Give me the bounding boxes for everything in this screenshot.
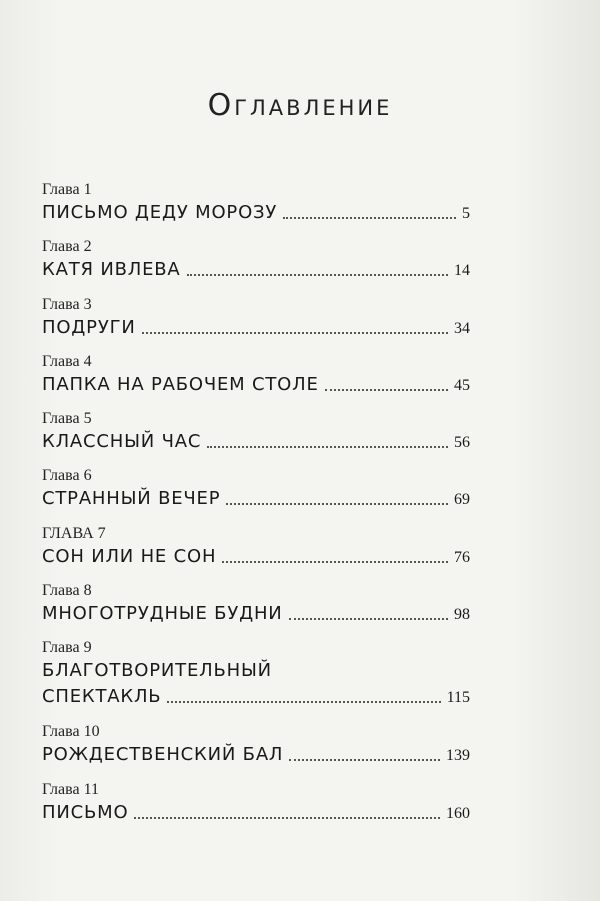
chapter-title: ПИСЬМО <box>42 801 129 823</box>
toc-row <box>42 200 470 226</box>
chapter-label: Глава 9 <box>42 639 92 657</box>
dot-leader <box>289 618 448 620</box>
dot-leader <box>289 759 440 761</box>
page-number: 69 <box>454 491 470 509</box>
toc-entry <box>42 581 470 638</box>
toc-entry <box>42 180 470 237</box>
toc-entry <box>42 638 470 722</box>
chapter-title: СОН ИЛИ НЕ СОН <box>42 545 217 567</box>
chapter-title: РОЖДЕСТВЕНСКИЙ БАЛ <box>42 744 284 766</box>
chapter-label: Глава 11 <box>42 780 99 798</box>
chapter-label: Глава 8 <box>42 582 92 600</box>
page-number: 98 <box>454 606 470 624</box>
dot-leader <box>187 274 448 276</box>
toc-row <box>42 742 470 768</box>
toc-entry <box>42 352 470 409</box>
toc-entry <box>42 524 470 581</box>
chapter-title-line-1: БЛАГОТВОРИТЕЛЬНЫЙ <box>42 660 272 682</box>
chapter-label: ГЛАВА 7 <box>42 524 106 542</box>
toc-row <box>42 684 470 710</box>
chapter-title: ПОДРУГИ <box>42 316 136 338</box>
dot-leader <box>207 446 448 448</box>
toc-row <box>42 429 470 455</box>
page-number: 14 <box>454 262 470 280</box>
chapter-title: КАТЯ ИВЛЕВА <box>42 259 181 281</box>
toc-entry <box>42 237 470 294</box>
chapter-label: Глава 5 <box>42 410 92 428</box>
dot-leader <box>167 701 440 703</box>
toc-entry <box>42 722 470 779</box>
toc-entry <box>42 409 470 466</box>
chapter-label: Глава 6 <box>42 467 92 485</box>
chapter-title-line-2: СПЕКТАКЛЬ <box>42 686 162 708</box>
dot-leader <box>283 217 456 219</box>
page-number: 45 <box>454 376 470 394</box>
chapter-title: ПИСЬМО ДЕДУ МОРОЗУ <box>42 202 278 223</box>
dot-leader <box>222 561 448 563</box>
page-number: 160 <box>446 804 470 822</box>
dot-leader <box>142 332 448 334</box>
toc-entry <box>42 780 470 837</box>
page-number: 5 <box>462 205 470 222</box>
toc-entry <box>42 295 470 352</box>
toc-row <box>42 601 470 627</box>
page-number: 34 <box>454 319 470 337</box>
page-number: 56 <box>454 434 470 452</box>
page-number: 139 <box>446 747 470 765</box>
toc-entry <box>42 466 470 523</box>
chapter-title: МНОГОТРУДНЫЕ БУДНИ <box>42 603 283 625</box>
toc-row <box>42 257 470 283</box>
toc-row <box>42 486 470 512</box>
chapter-title: СТРАННЫЙ ВЕЧЕР <box>42 488 221 510</box>
page-number: 115 <box>446 689 470 707</box>
chapter-label: Глава 1 <box>42 181 92 198</box>
toc-row <box>42 800 470 826</box>
page-number: 76 <box>454 548 470 566</box>
toc-row <box>42 544 470 570</box>
table-of-contents <box>42 180 470 837</box>
toc-row <box>42 372 470 398</box>
dot-leader <box>134 817 440 819</box>
dot-leader <box>325 389 448 391</box>
dot-leader <box>226 503 448 505</box>
toc-heading: Оглавление <box>207 88 393 123</box>
chapter-label: Глава 2 <box>42 238 92 256</box>
chapter-title: КЛАССНЫЙ ЧАС <box>42 431 202 453</box>
chapter-label: Глава 4 <box>42 352 92 370</box>
toc-row <box>42 315 470 341</box>
chapter-label: Глава 10 <box>42 723 100 741</box>
chapter-title: ПАПКА НА РАБОЧЕМ СТОЛЕ <box>42 373 319 395</box>
chapter-label: Глава 3 <box>42 295 92 313</box>
